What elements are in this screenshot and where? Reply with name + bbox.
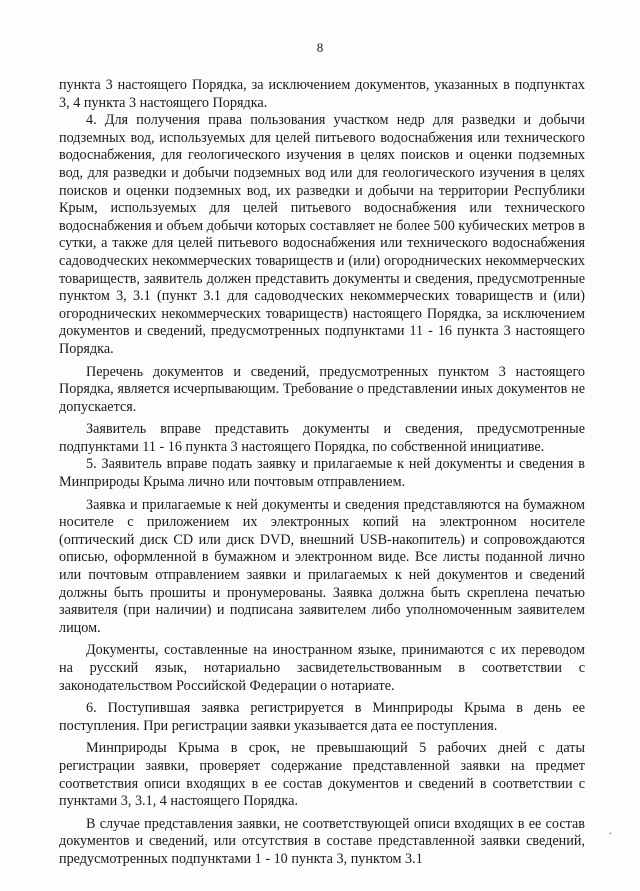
paragraph-exhaustive-list: Перечень документов и сведений, предусмотренных пунктом 3 настоящего Порядка, является исчерпывающим. Требование о представлении иных документов не допускается. (59, 363, 585, 415)
paragraph-item-4: 4. Для получения права пользования участком недр для разведки и добычи подземных вод, используемых для целей питьевого водоснабжения или технического водоснабжения, для геологического изучения в целях поисков и оценки подземных вод, для разведки и добычи подземных вод или для геологического изучения в целях поисков и оценки подземных вод, их разведки и добычи на территории Республики Крым, используемых для целей питьевого водоснабжения или технического водоснабжения и объем добычи которых составляет не более 500 кубических метров в сутки, а также для целей питьевого водоснабжения или технического водоснабжения садоводческих некоммерческих товариществ и (или) огороднических некоммерческих товариществ, заявитель должен представить документы и сведения, предусмотренные пунктом 3, 3.1 (пункт 3.1 для садоводческих некоммерческих товариществ и (или) огороднических некоммерческих товариществ) настоящего Порядка, за исключением документов и сведений, предусмотренных подпунктами 11 - 16 пункта 3 настоящего Порядка. (59, 112, 585, 357)
page-number: 8 (316, 40, 324, 55)
margin-mark: . (609, 823, 612, 837)
paragraph-submission-format: Заявка и прилагаемые к ней документы и сведения представляются на бумажном носителе с приложением их электронных копий на электронном носителе (оптический диск CD или диск DVD, внешний USB-накопитель) и сопровождаются описью, оформленной в бумажном и электронном виде. Все листы поданной лично или почтовым отправлением заявки и прилагаемых к ней документов и сведений должны быть прошиты и пронумерованы. Заявка должна быть скреплена печатью заявителя (при наличии) и подписана заявителем либо уполномоченным заявителем лицом. (59, 496, 585, 636)
paragraph-item-6: 6. Поступившая заявка регистрируется в Минприроды Крыма в день ее поступления. При регистрации заявки указывается дата ее поступления. (59, 700, 585, 734)
paragraph-verification: Минприроды Крыма в срок, не превышающий 5 рабочих дней с даты регистрации заявки, проверяет содержание представленной заявки на предмет соответствия описи входящих в ее состав документов и сведений в соответствии с пунктами 3, 3.1, 4 настоящего Порядка. (59, 740, 585, 810)
paragraph-item-5: 5. Заявитель вправе подать заявку и прилагаемые к ней документы и сведения в Минприроды Крыма лично или почтовым отправлением. (59, 456, 585, 491)
paragraph-foreign-documents: Документы, составленные на иностранном языке, принимаются с их переводом на русский язык, нотариально засвидетельствованным в соответствии с законодательством Российской Федерации о нотариате. (59, 642, 585, 694)
paragraph-nonconformity: В случае представления заявки, не соответствующей описи входящих в ее состав документов и сведений, или отсутствия в составе представленной заявки сведений, предусмотренных подпунктами 1 - 10 пункта 3, пунктом 3.1 (59, 815, 585, 867)
paragraph-own-initiative: Заявитель вправе представить документы и сведения, предусмотренные подпунктами 11 - 16 пункта 3 настоящего Порядка, по собственной инициативе. (59, 421, 585, 455)
document-body (59, 77, 585, 869)
paragraph-continuation: пункта 3 настоящего Порядка, за исключением документов, указанных в подпунктах 3, 4 пункта 3 настоящего Порядка. (59, 77, 585, 111)
